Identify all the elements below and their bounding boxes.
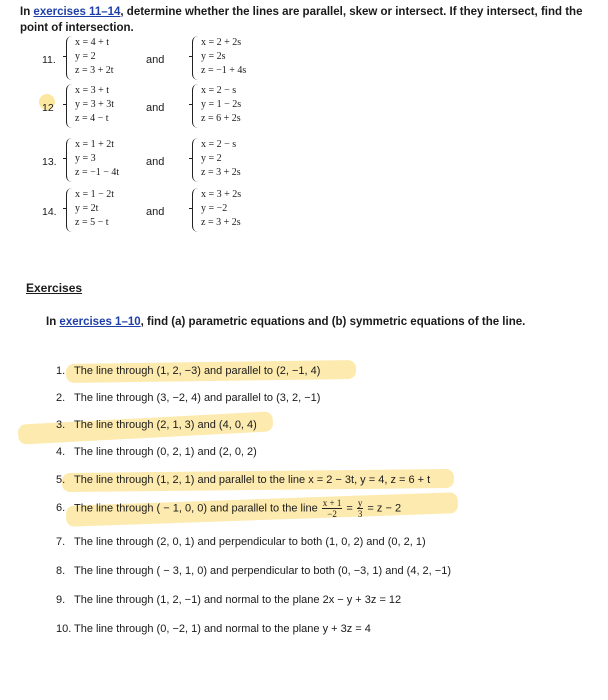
and-label: and bbox=[146, 102, 165, 114]
equation: y = 2 bbox=[75, 51, 96, 62]
equation: z = 5 − t bbox=[75, 217, 109, 228]
exercise-text: The line through (1, 2, −1) and normal to the plane 2x − y + 3z = 12 bbox=[74, 594, 402, 606]
problem-11 bbox=[42, 34, 282, 86]
left-line-system bbox=[66, 36, 114, 78]
exercise-number: 9. bbox=[56, 594, 66, 606]
equation: y = 1 − 2s bbox=[201, 99, 242, 110]
problem-12 bbox=[42, 82, 282, 134]
equation: x = 1 − 2t bbox=[75, 189, 115, 200]
equation: z = 6 + 2s bbox=[201, 113, 241, 124]
equation: y = 2t bbox=[75, 203, 99, 214]
instruction-prefix: In bbox=[46, 316, 60, 328]
exercise-number: 1. bbox=[56, 365, 66, 377]
exercise-text: The line through ( − 1, 0, 0) and parallel to the line bbox=[74, 502, 318, 515]
exercise-number: 4. bbox=[56, 446, 66, 458]
exercise-text: The line through (2, 0, 1) and perpendicular to both (1, 0, 2) and (0, 2, 1) bbox=[74, 536, 426, 548]
intro-text: , determine whether the lines are parallel, skew or intersect. If they intersect, find the point of intersection. bbox=[20, 6, 583, 34]
exercise-text: The line through (0, 2, 1) and (2, 0, 2) bbox=[74, 446, 257, 458]
exercise-item bbox=[56, 419, 257, 431]
right-line-system bbox=[192, 188, 241, 230]
equation: x = 2 − s bbox=[201, 139, 237, 150]
intro-prefix: In bbox=[20, 6, 34, 18]
exercise-number: 10. bbox=[56, 623, 72, 635]
problem-number: 11. bbox=[42, 54, 56, 66]
fraction: $\frac{x + 1}{-2}$ bbox=[322, 498, 342, 519]
and-label: and bbox=[146, 156, 165, 168]
equation: z = 4 − t bbox=[75, 113, 109, 124]
problem-14 bbox=[42, 186, 282, 238]
fraction: $\frac{y}{3}$ bbox=[357, 498, 363, 519]
exercise-item bbox=[56, 594, 401, 606]
equation: z = 3 + 2t bbox=[75, 65, 114, 76]
left-line-system bbox=[66, 188, 114, 230]
problem-13 bbox=[42, 136, 282, 188]
problem-number: 12 bbox=[42, 102, 54, 114]
equation: x = 3 + t bbox=[75, 85, 110, 96]
equation: x = 2 − s bbox=[201, 85, 237, 96]
instruction-paragraph bbox=[46, 316, 525, 328]
and-label: and bbox=[146, 54, 165, 66]
exercise-text: The line through (2, 1, 3) and (4, 0, 4) bbox=[74, 419, 257, 431]
exercise-item bbox=[56, 392, 320, 404]
equation: y = 3 bbox=[75, 153, 96, 164]
instruction-text: , find (a) parametric equations and (b) symmetric equations of the line. bbox=[140, 316, 526, 328]
exercise-number: 5. bbox=[56, 474, 66, 486]
equation: x = 2 + 2s bbox=[201, 37, 242, 48]
exercise-number: 3. bbox=[56, 419, 66, 431]
equation: z = 3 + 2s bbox=[201, 167, 241, 178]
exercise-item bbox=[56, 565, 451, 577]
exercise-item bbox=[56, 474, 430, 486]
right-line-system bbox=[192, 84, 241, 126]
problem-number: 13. bbox=[42, 156, 57, 168]
exercise-item bbox=[56, 623, 371, 635]
equation: x = 1 + 2t bbox=[75, 139, 115, 150]
exercise-item bbox=[56, 365, 320, 377]
exercises-1-10-link[interactable]: exercises 1–10 bbox=[59, 316, 141, 328]
equation: y = 2s bbox=[201, 51, 226, 62]
right-line-system bbox=[192, 36, 246, 78]
equation: x = 3 + 2s bbox=[201, 189, 242, 200]
exercise-number: 6. bbox=[56, 502, 66, 515]
exercise-item: 6. The line through ( − 1, 0, 0) and parallel to the line $\frac{x + 1}{-2}$ = $\frac{y}{3}$ = z − 2 bbox=[56, 498, 402, 519]
left-line-system bbox=[66, 84, 114, 126]
exercise-text: The line through ( − 3, 1, 0) and perpendicular to both (0, −3, 1) and (4, 2, −1) bbox=[74, 565, 451, 577]
right-line-system bbox=[192, 138, 241, 180]
section-heading: Exercises bbox=[26, 281, 83, 295]
exercise-text: The line through (3, −2, 4) and parallel to (3, 2, −1) bbox=[74, 392, 321, 404]
problem-number: 14. bbox=[42, 206, 57, 218]
exercise-item bbox=[56, 446, 257, 458]
exercise-number: 8. bbox=[56, 565, 66, 577]
equation: y = 2 bbox=[201, 153, 222, 164]
and-label: and bbox=[146, 206, 165, 218]
exercise-number: 7. bbox=[56, 536, 66, 548]
exercises-11-14-link[interactable]: exercises 11–14 bbox=[33, 6, 121, 18]
exercise-text: The line through (1, 2, 1) and parallel to the line x = 2 − 3t, y = 4, z = 6 + t bbox=[74, 474, 431, 486]
equation: y = 3 + 3t bbox=[75, 99, 115, 110]
exercise-text: The line through (0, −2, 1) and normal to the plane y + 3z = 4 bbox=[74, 623, 371, 635]
equation: z = −1 − 4t bbox=[75, 167, 120, 178]
left-line-system bbox=[66, 138, 119, 180]
exercise-text: The line through (1, 2, −3) and parallel to (2, −1, 4) bbox=[74, 365, 321, 377]
equation: x = 4 + t bbox=[75, 37, 110, 48]
exercise-number: 2. bbox=[56, 392, 66, 404]
equation: y = −2 bbox=[201, 203, 228, 214]
intro-paragraph bbox=[20, 4, 590, 36]
exercise-item bbox=[56, 536, 426, 548]
equation: z = −1 + 4s bbox=[201, 65, 247, 76]
equation: z = 3 + 2s bbox=[201, 217, 241, 228]
